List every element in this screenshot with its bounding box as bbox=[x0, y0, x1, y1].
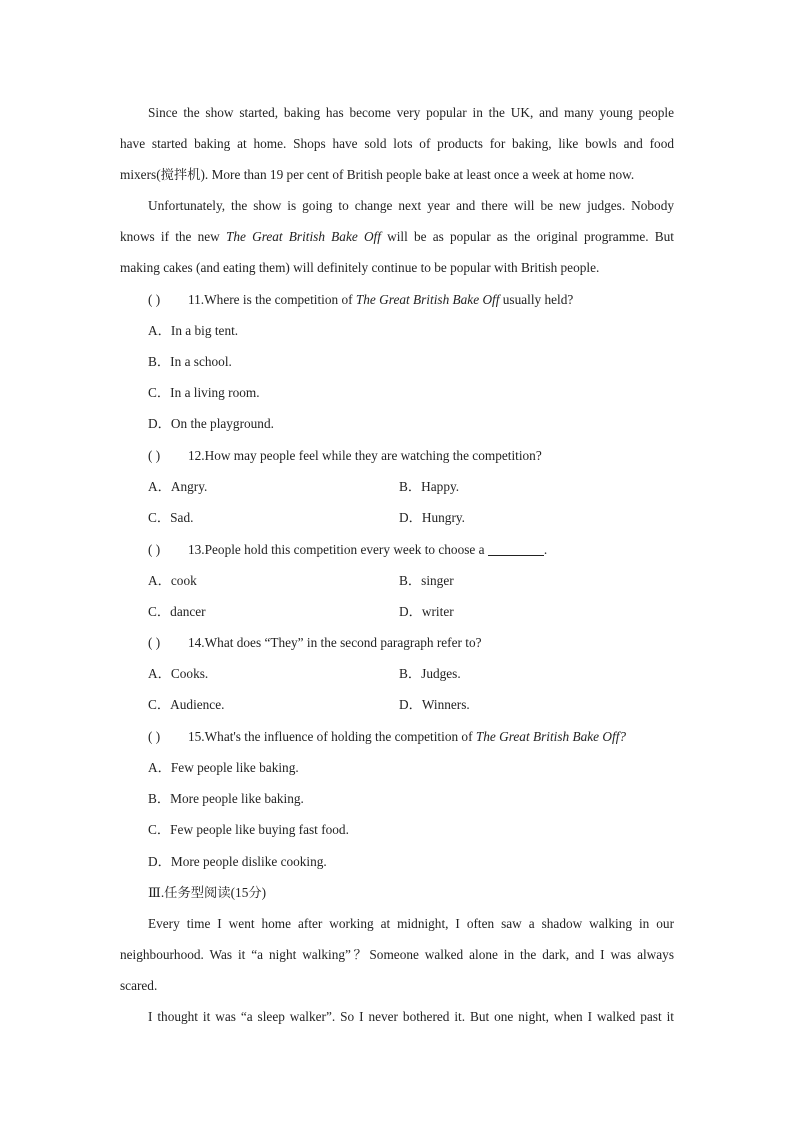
paragraph-3-line-1: Every time I went home after working at midnight, I often saw a shadow walking in our bbox=[148, 916, 674, 931]
show-title: The Great British Bake Off bbox=[355, 292, 500, 307]
answer-blank[interactable]: ( ) bbox=[148, 292, 161, 307]
paragraph-1-line-1: Since the show started, baking has become very popular in the UK, and many young people bbox=[148, 105, 674, 120]
question-13-stem: ( ) 13.People hold this competition every week to choose a . bbox=[148, 534, 702, 565]
question-15-stem: ( ) 15.What's the influence of holding the competition of The Great British Bake Off? bbox=[148, 721, 702, 752]
question-12-option-b: B．Happy. bbox=[399, 479, 460, 494]
question-12-option-c: C．Sad. bbox=[148, 510, 194, 525]
show-title: The Great British Bake Off? bbox=[475, 729, 627, 744]
paragraph-1-line-3: mixers(搅拌机). More than 19 per cent of British people bake at least once a week at home now. bbox=[120, 167, 635, 182]
question-13-option-a: A．cook bbox=[148, 573, 197, 588]
question-14-option-b: B．Judges. bbox=[399, 666, 461, 681]
question-13-option-d: D．writer bbox=[399, 604, 454, 619]
paragraph-3-line-3: scared. bbox=[120, 978, 158, 993]
question-12-option-d: D．Hungry. bbox=[399, 510, 465, 525]
question-14-option-a: A．Cooks. bbox=[148, 666, 209, 681]
paragraph-2-line-2: knows if the new The Great British Bake Off will be as popular as the original programme. But bbox=[120, 229, 674, 244]
question-15-option-b: B．More people like baking. bbox=[148, 791, 304, 806]
paragraph-3-line-2: neighbourhood. Was it “a night walking”？Someone walked alone in the dark, and I was always bbox=[120, 947, 674, 962]
paragraph-4-line-1: I thought it was “a sleep walker”. So I never bothered it. But one night, when I walked past it bbox=[148, 1009, 674, 1024]
answer-blank[interactable]: ( ) bbox=[148, 542, 161, 557]
question-15-option-a: A．Few people like baking. bbox=[148, 760, 299, 775]
answer-blank[interactable]: ( ) bbox=[148, 635, 161, 650]
show-title: The Great British Bake Off bbox=[225, 229, 381, 244]
question-11-option-a: A．In a big tent. bbox=[148, 323, 239, 338]
question-12-stem: ( ) 12.How may people feel while they are watching the competition? bbox=[148, 440, 702, 471]
question-11-option-b: B．In a school. bbox=[148, 354, 232, 369]
question-14-option-d: D．Winners. bbox=[399, 697, 470, 712]
question-14-option-c: C．Audience. bbox=[148, 697, 225, 712]
answer-blank[interactable]: ( ) bbox=[148, 729, 161, 744]
question-11-stem: ( ) 11.Where is the competition of The Great British Bake Off usually held? bbox=[148, 284, 702, 315]
section-3-heading: Ⅲ.任务型阅读(15分) bbox=[148, 885, 267, 900]
paragraph-2-line-1: Unfortunately, the show is going to change next year and there will be new judges. Nobody bbox=[148, 198, 674, 213]
question-11-option-d: D．On the playground. bbox=[148, 416, 274, 431]
question-15-option-c: C．Few people like buying fast food. bbox=[148, 822, 349, 837]
paragraph-1-line-2: have started baking at home. Shops have sold lots of products for baking, like bowls and food bbox=[120, 136, 674, 151]
question-12-option-a: A．Angry. bbox=[148, 479, 208, 494]
question-11-option-c: C．In a living room. bbox=[148, 385, 260, 400]
question-14-stem: ( ) 14.What does “They” in the second paragraph refer to? bbox=[148, 627, 702, 658]
paragraph-2-line-3: making cakes (and eating them) will definitely continue to be popular with British people. bbox=[120, 260, 600, 275]
question-13-option-c: C．dancer bbox=[148, 604, 206, 619]
question-15-option-d: D．More people dislike cooking. bbox=[148, 854, 327, 869]
answer-blank[interactable]: ( ) bbox=[148, 448, 161, 463]
fill-in-blank[interactable] bbox=[488, 541, 544, 556]
question-13-option-b: B．singer bbox=[399, 573, 454, 588]
